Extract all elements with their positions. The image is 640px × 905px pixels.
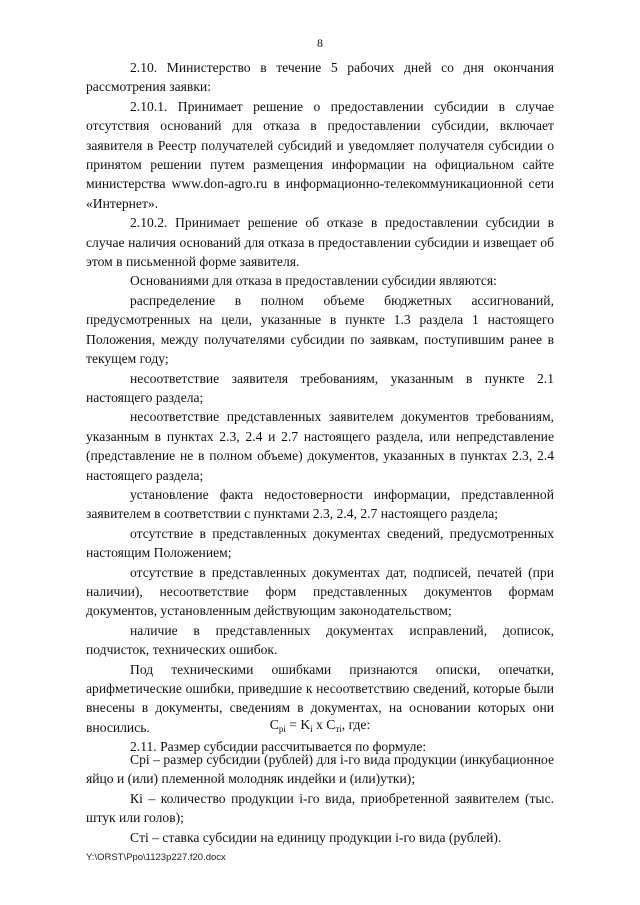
paragraph-refusal-grounds-intro: Основаниями для отказа в предоставлении субсидии являются:: [130, 273, 497, 289]
page-number: 8: [317, 36, 323, 50]
paragraph-2-10: 2.10. Министерство в течение 5 рабочих дней со дня окончания рассмотрения заявки:: [86, 60, 554, 95]
formula-tail: , где:: [341, 717, 371, 732]
paragraph-ground-missing-info: отсутствие в представленных документах сведений, предусмотренных настоящим Положением;: [86, 525, 554, 561]
formula-c-subscript: ті: [335, 724, 342, 734]
formula-equals: =: [285, 717, 301, 732]
formula-lhs-subscript: pi: [278, 724, 286, 734]
subsidy-formula: [0, 715, 640, 734]
paragraph-ground-false-info: установление факта недостоверности информации, представленной заявителем в соответствии с пунктами 2.3, 2.4, 2.7 настоящего раздела;: [86, 486, 554, 522]
definition-cti: Cтi – ставка субсидии на единицу продукции i-го вида (рублей).: [130, 829, 502, 845]
formula-definitions: [86, 750, 554, 847]
definition-ki: Кi – количество продукции i-го вида, приобретенной заявителем (тыс. штук или голов);: [86, 790, 554, 826]
document-body: [86, 58, 554, 757]
document-file-path: Y:\ORST\Ppo\1123p227.f20.docx: [86, 852, 226, 863]
paragraph-ground-documents-mismatch: несоответствие представленных заявителем документов требованиям, указанным в пунктах 2.3, 2.4 и 2.7 настоящего раздела, или непредставление (представление не в полном объеме) документов, указанных в пунктах 2.3, 2.4 настоящего раздела;: [86, 409, 554, 483]
formula-lhs: C: [269, 717, 279, 732]
paragraph-2-11: 2.11. Размер субсидии рассчитывается по формуле:: [130, 739, 427, 755]
paragraph-ground-budget: распределение в полном объеме бюджетных ассигнований, предусмотренных на цели, указанные в пункте 1.3 раздела 1 настоящего Положения, между получателями субсидии по заявкам, поступившим ранее в текущем году;: [86, 292, 554, 367]
paragraph-technical-errors: Под техническими ошибками признаются описки, опечатки, арифметические ошибки, приведшие к несоответствию сведений, которые были внесены в документы, сведениям в документах, на основании которых они вносились.: [86, 661, 554, 735]
paragraph-ground-corrections: наличие в представленных документах исправлений, дописок, подчисток, технических ошибок.: [86, 622, 554, 658]
paragraph-2-10-1: 2.10.1. Принимает решение о предоставлении субсидии в случае отсутствия оснований для отказа в предоставлении субсидии, включает заявителя в Реестр получателей субсидий и уведомляет получателя субсидии о принятом решении путем размещения информации на официальном сайте министерства www.don-agro.ru в информационно-телекоммуникационной сети «Интернет».: [86, 98, 554, 211]
formula-k: K: [300, 717, 311, 732]
definition-cpi: Cpi – размер субсидии (рублей) для i-го вида продукции (инкубационное яйцо и (или) племенной молодняк индейки и (или)утки);: [86, 752, 554, 787]
paragraph-ground-applicant-mismatch: несоответствие заявителя требованиям, указанным в пункте 2.1 настоящего раздела;: [86, 370, 554, 405]
paragraph-ground-missing-dates: отсутствие в представленных документах дат, подписей, печатей (при наличии), несоответствие форм представленных документов формам документов, установленным действующим законодательством;: [86, 564, 554, 619]
paragraph-2-10-2: 2.10.2. Принимает решение об отказе в предоставлении субсидии в случае наличия оснований для отказа в предоставлении субсидии и извещает об этом в письменной форме заявителя.: [86, 215, 554, 270]
formula-k-subscript: i: [310, 724, 313, 734]
formula-c: C: [326, 717, 336, 732]
formula-times: x: [312, 717, 327, 732]
